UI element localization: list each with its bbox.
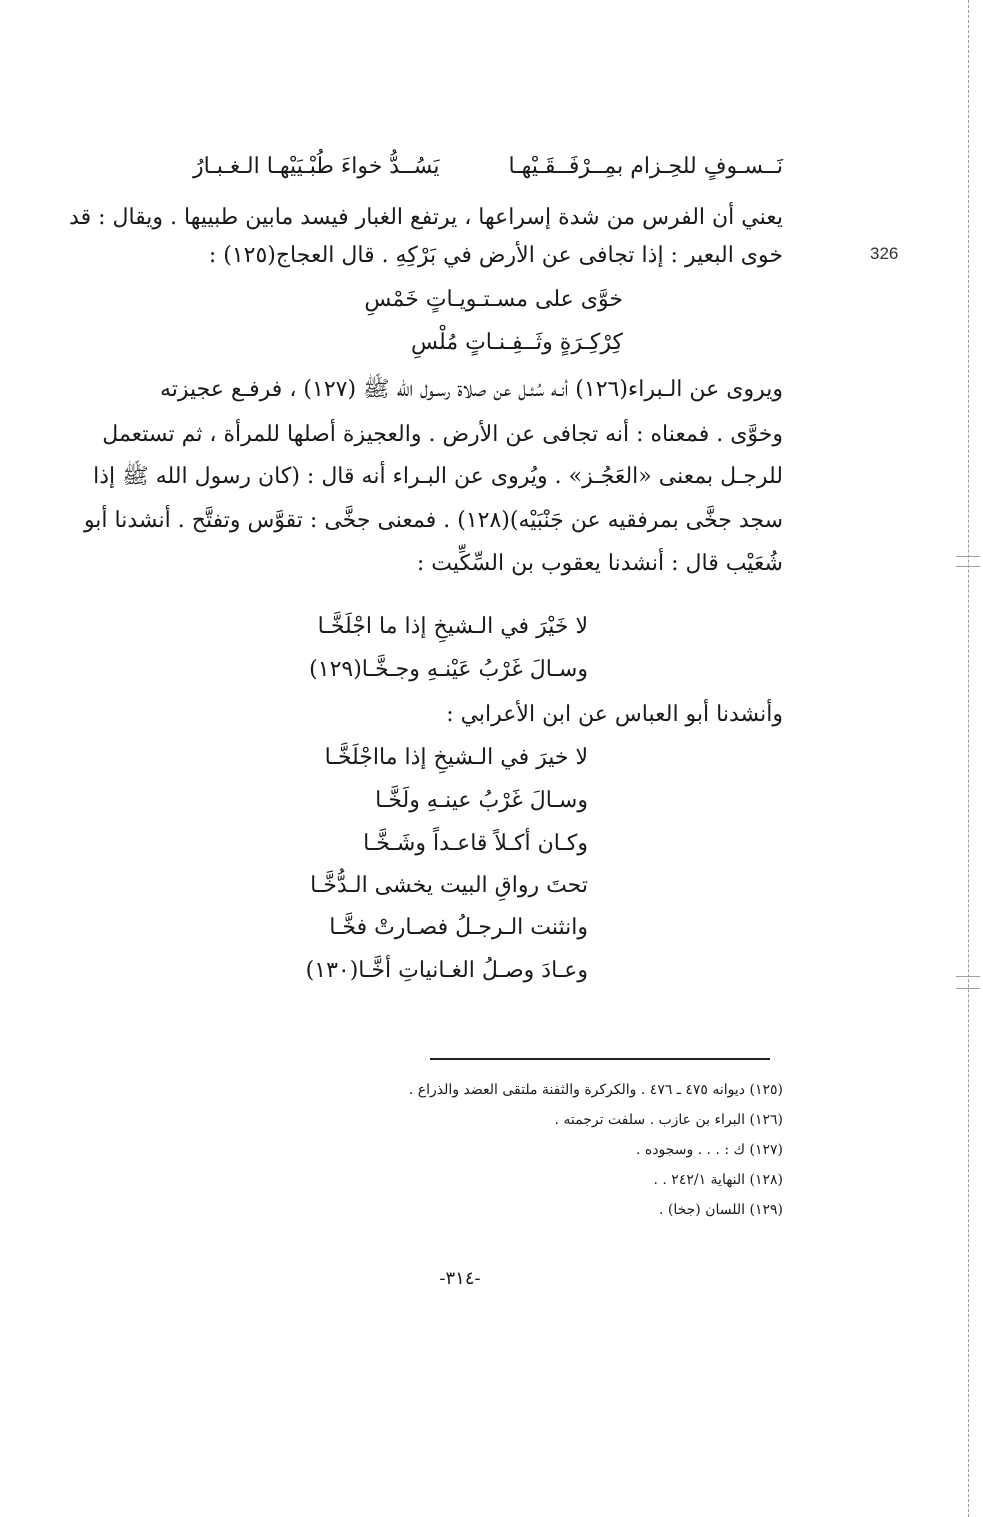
poem-line: خوَّى على مسـتـويـاتٍ خَمْسِ	[364, 287, 623, 312]
poem-line: وسـالَ غَرْبُ عَيْنـهِ وجـخَّـا(١٢٩)	[309, 657, 588, 682]
opening-verse	[193, 150, 783, 184]
paragraph-line: وخوَّى . فمعناه : أنه تجافى عن الأرض . والعجيزة أصلها للمرأة ، ثم تستعمل	[102, 422, 783, 447]
footnote-rule	[430, 1058, 770, 1060]
paragraph-line: خوى البعير : إذا تجافى عن الأرض في بَرْكِهِ . قال العجاج(١٢٥) :	[208, 243, 783, 268]
paragraph-line: شُعَيْب قال : أنشدنا يعقوب بن السِّكِّيت :	[416, 551, 783, 576]
footnote: (١٢٦) البراء بن عازب . سلفت ترجمته .	[554, 1112, 783, 1128]
footnote: (١٢٥) ديوانه ٤٧٥ ـ ٤٧٦ . والكركرة والثفنة ملتقى العضد والذراع .	[408, 1082, 783, 1098]
scan-edge-mark	[956, 976, 980, 977]
margin-page-number: 326	[870, 244, 899, 263]
paragraph-line: للرجـل بمعنى «العَجُـز» . ويُروى عن البـراء أنه قال : (كان رسول الله ﷺ إذا	[93, 464, 783, 489]
verse-right-hemistich: نَــسـوفٍ للحِـزام بمِــرْفَــقَـيْهـا	[508, 154, 783, 179]
poem-line: لا خَيْرَ في الـشيخِ إذا ما اجْلَخَّـا	[317, 614, 588, 639]
scan-edge-mark	[956, 566, 980, 567]
page-number: -٣١٤-	[439, 1268, 481, 1289]
footnote: (١٢٩) اللسان (جخا) .	[658, 1202, 783, 1218]
paragraph-line: ويروى عن الـبراء(١٢٦) أنـه سُئـل عن صلاة رسـول الله ﷺ (١٢٧) ، فرفـع عجيزته	[159, 377, 783, 402]
paragraph-line: يعني أن الفرس من شدة إسراعها ، يرتفع الغبار فيسد مابين طبييها . ويقال : قد	[69, 205, 783, 230]
poem-line: وانثنت الـرجـلُ فصـارتْ فخَّـا	[329, 915, 588, 940]
scan-edge-line	[968, 0, 969, 1517]
paragraph-line: سجد جخَّى بمرفقيه عن جَنْبَيْه)(١٢٨) . فمعنى جخَّى : تقوَّس وتفتَّح . أنشدنا أبو	[83, 508, 783, 533]
poem-line: تحتَ رواقِ البيت يخشى الـدُّخَّـا	[310, 873, 588, 898]
verse-left-hemistich: يَسُــدُّ خواءَ طُبْـيَيْهـا الـغـبـارُ	[193, 154, 440, 179]
scan-edge-mark	[956, 988, 980, 989]
footnote: (١٢٨) النهاية ٢٤٢/١ . .	[653, 1172, 783, 1188]
poem-line: كِرْكِـرَةٍ وثَــفِـنـاتٍ مُلْسِ	[410, 330, 623, 355]
poem-line: وسـالَ غَرْبُ عينـهِ ولَخَّـا	[375, 788, 588, 813]
intro-line: وأنشدنا أبو العباس عن ابن الأعرابي :	[446, 702, 783, 727]
poem-line: وكـان أكـلاً قاعـداً وشَـخَّـا	[363, 831, 588, 856]
poem-line: وعـادَ وصـلُ الغـانياتِ أخَّـا(١٣٠)	[305, 958, 588, 983]
footnote: (١٢٧) ك : . . . وسجوده .	[635, 1142, 783, 1158]
scan-edge-mark	[956, 556, 980, 557]
poem-line: لا خيرَ في الـشيخِ إذا مااجْلَخَّـا	[324, 745, 588, 770]
